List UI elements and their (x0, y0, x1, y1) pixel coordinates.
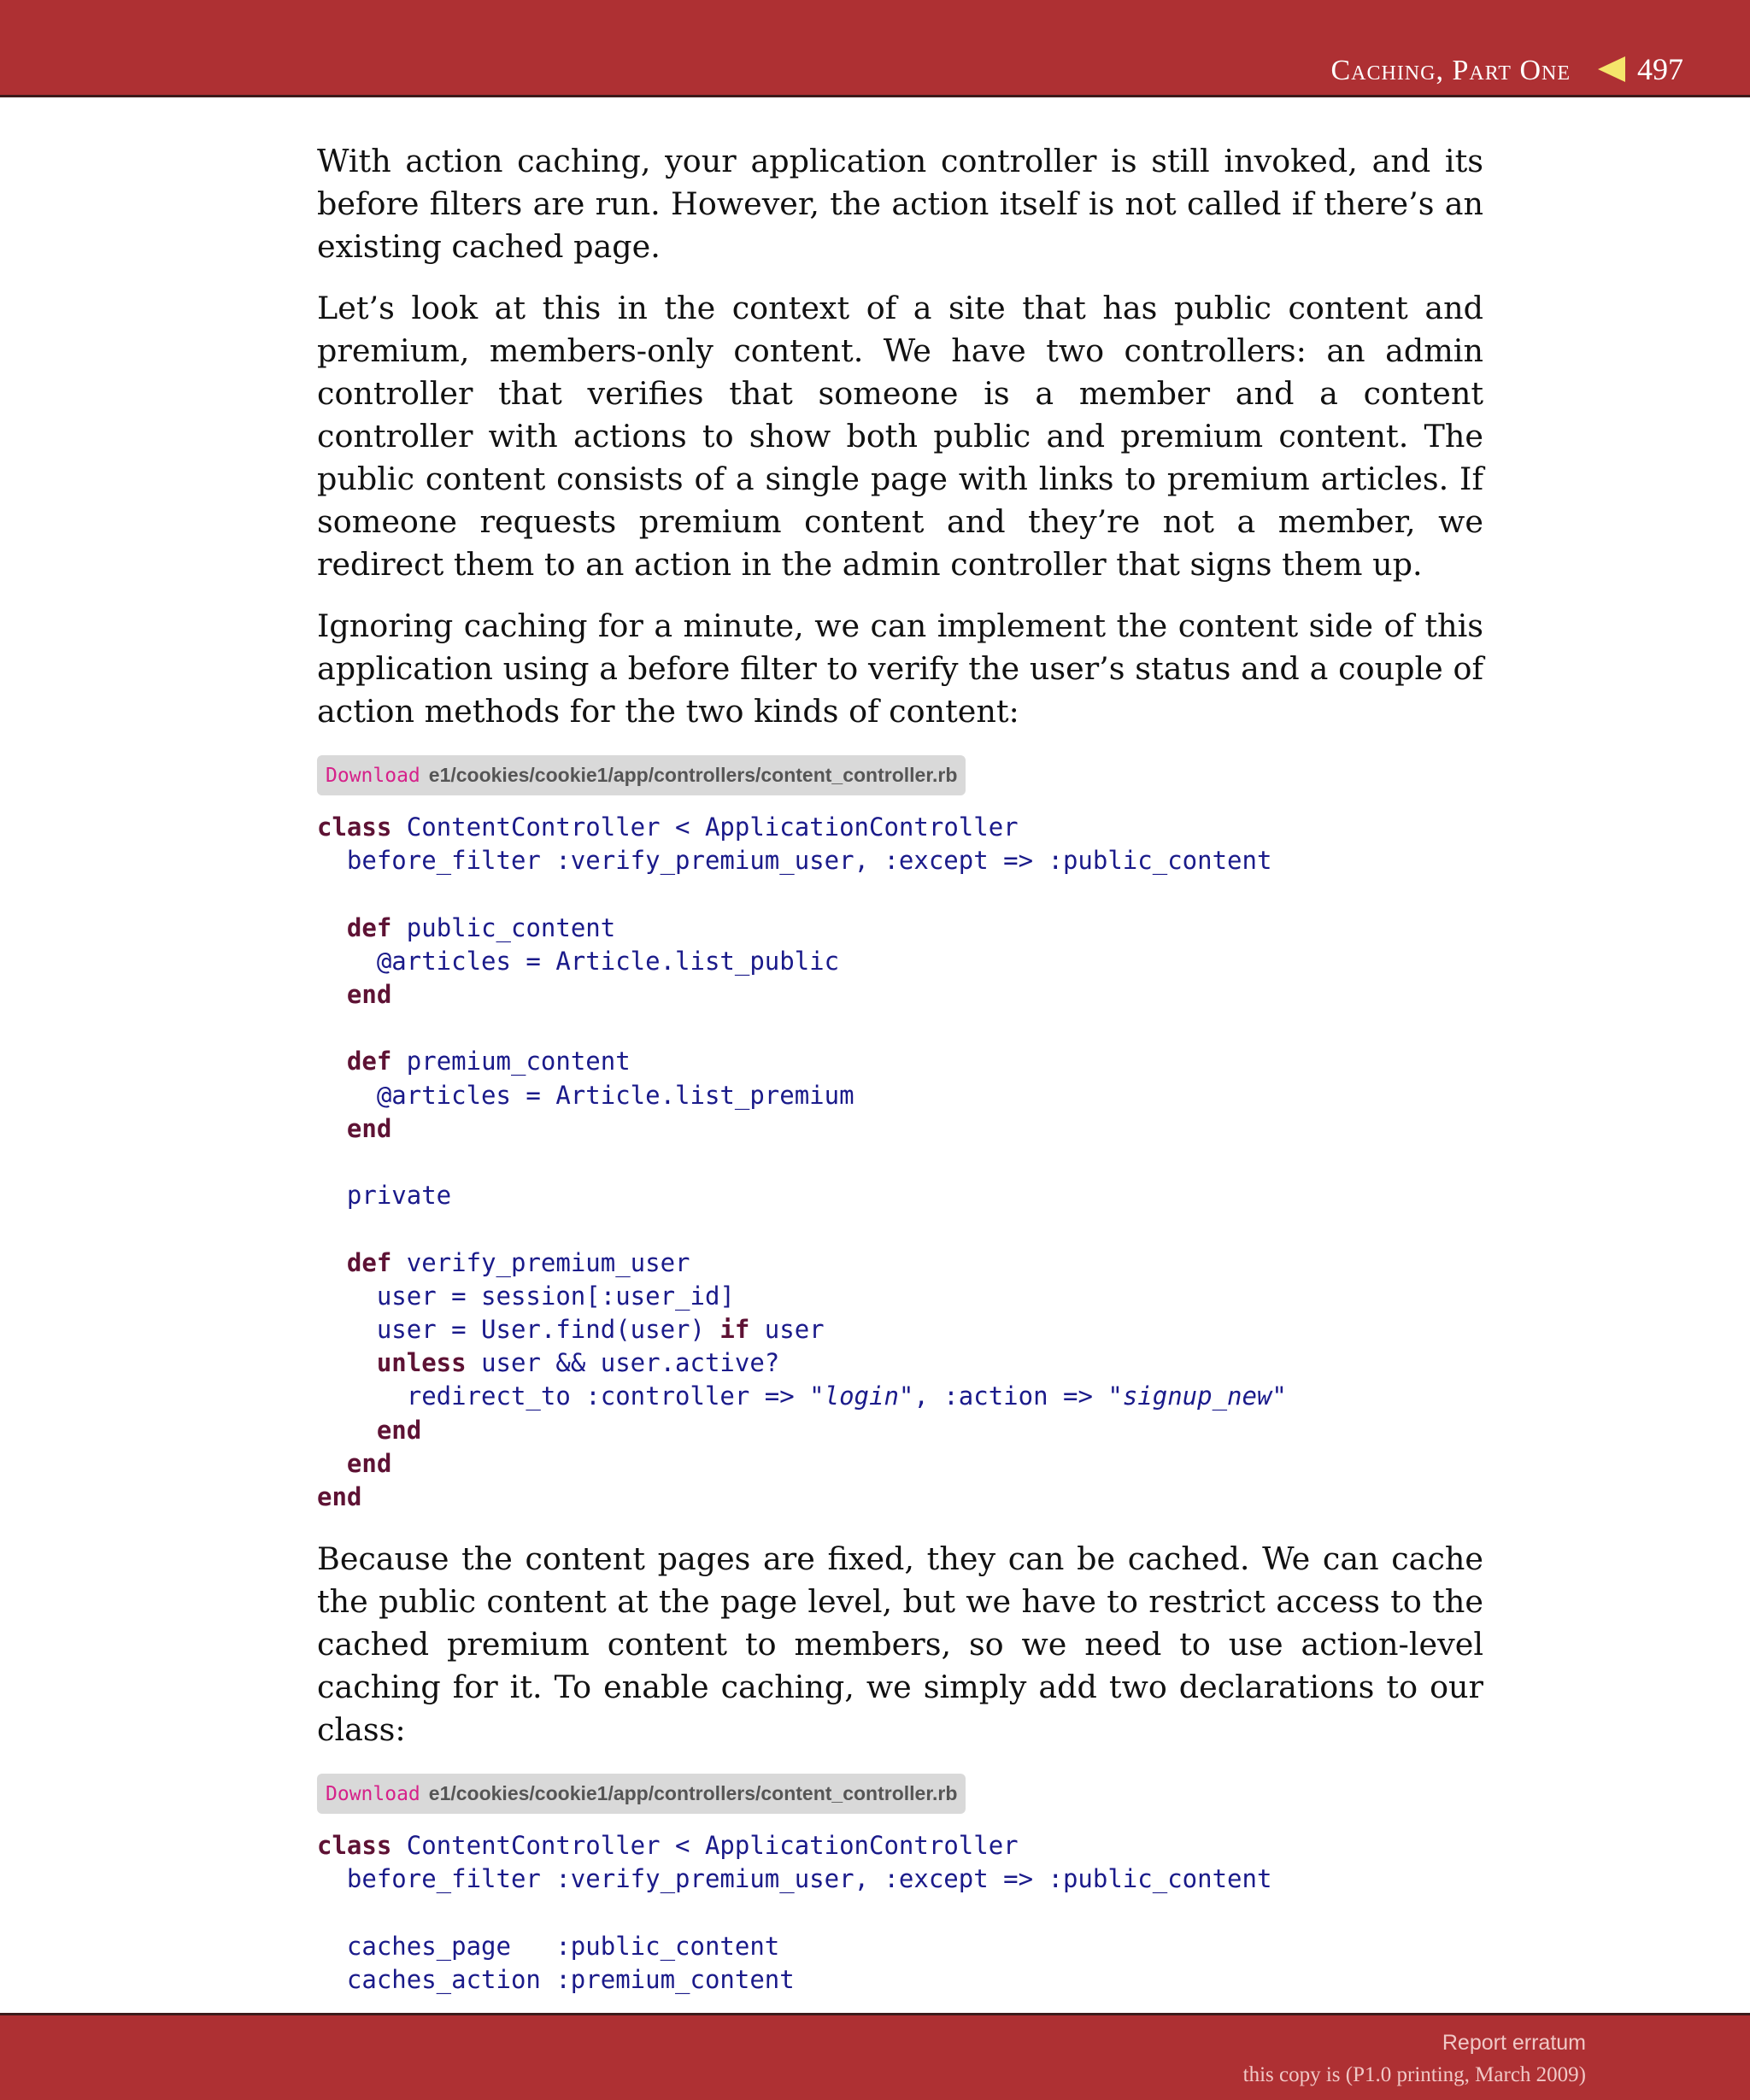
copy-info: this copy is (P1.0 printing, March 2009) (1242, 2063, 1586, 2086)
report-erratum-link[interactable]: Report erratum (1442, 2031, 1586, 2055)
download-path: e1/cookies/cookie1/app/controllers/content_controller.rb (428, 1782, 958, 1805)
download-path: e1/cookies/cookie1/app/controllers/content_controller.rb (428, 764, 958, 786)
page-footer (0, 2013, 1750, 2100)
back-arrow-icon[interactable] (1598, 56, 1625, 82)
download-label: Download (326, 765, 420, 787)
page-number: 497 (1637, 52, 1683, 86)
download-label: Download (326, 1783, 420, 1806)
section-title: Caching, Part One (1330, 55, 1571, 86)
paragraph: Ignoring caching for a minute, we can implement the content side of this application using a before filter to verify the user’s status and a couple of action methods for the two kinds of content: (317, 607, 1483, 730)
code-listing: class ContentController < ApplicationController before_filter :verify_premium_user, :except => :public_content caches_page :public_content caches_action :premium_content (317, 1831, 1272, 1995)
paragraph: With action caching, your application controller is still invoked, and its before filters are run. However, the action itself is not called if there’s an existing cached page. (317, 143, 1483, 265)
paragraph: Let’s look at this in the context of a site that has public content and premium, members-only content. We have two controllers: an admin controller that verifies that someone is a member and a content controller with actions to show both public and premium content. The public content consists of a single page with links to premium articles. If someone requests premium content and they’re not a member, we redirect them to an action in the admin controller that signs them up. (317, 290, 1483, 583)
download-link[interactable] (317, 755, 966, 795)
paragraph: Because the content pages are fixed, they can be cached. We can cache the public content at the page level, but we have to restrict access to the cached premium content to members, so we need to use action-level caching for it. To enable caching, we simply add two declarations to our class: (317, 1540, 1483, 1749)
page-header (0, 0, 1750, 97)
code-listing: class ContentController < ApplicationController before_filter :verify_premium_user, :except => :public_content def public_content @articles = Article.list_public end def premium_content @articles = Article.list_premium end private def verify_premium_user user = session[:user_id] user = User.find(user) if user unless user && user.active? redirect_to :controller => "login", :action => "signup_new" end end end (317, 812, 1287, 1512)
page-body (317, 140, 1483, 2021)
download-link[interactable] (317, 1774, 966, 1814)
